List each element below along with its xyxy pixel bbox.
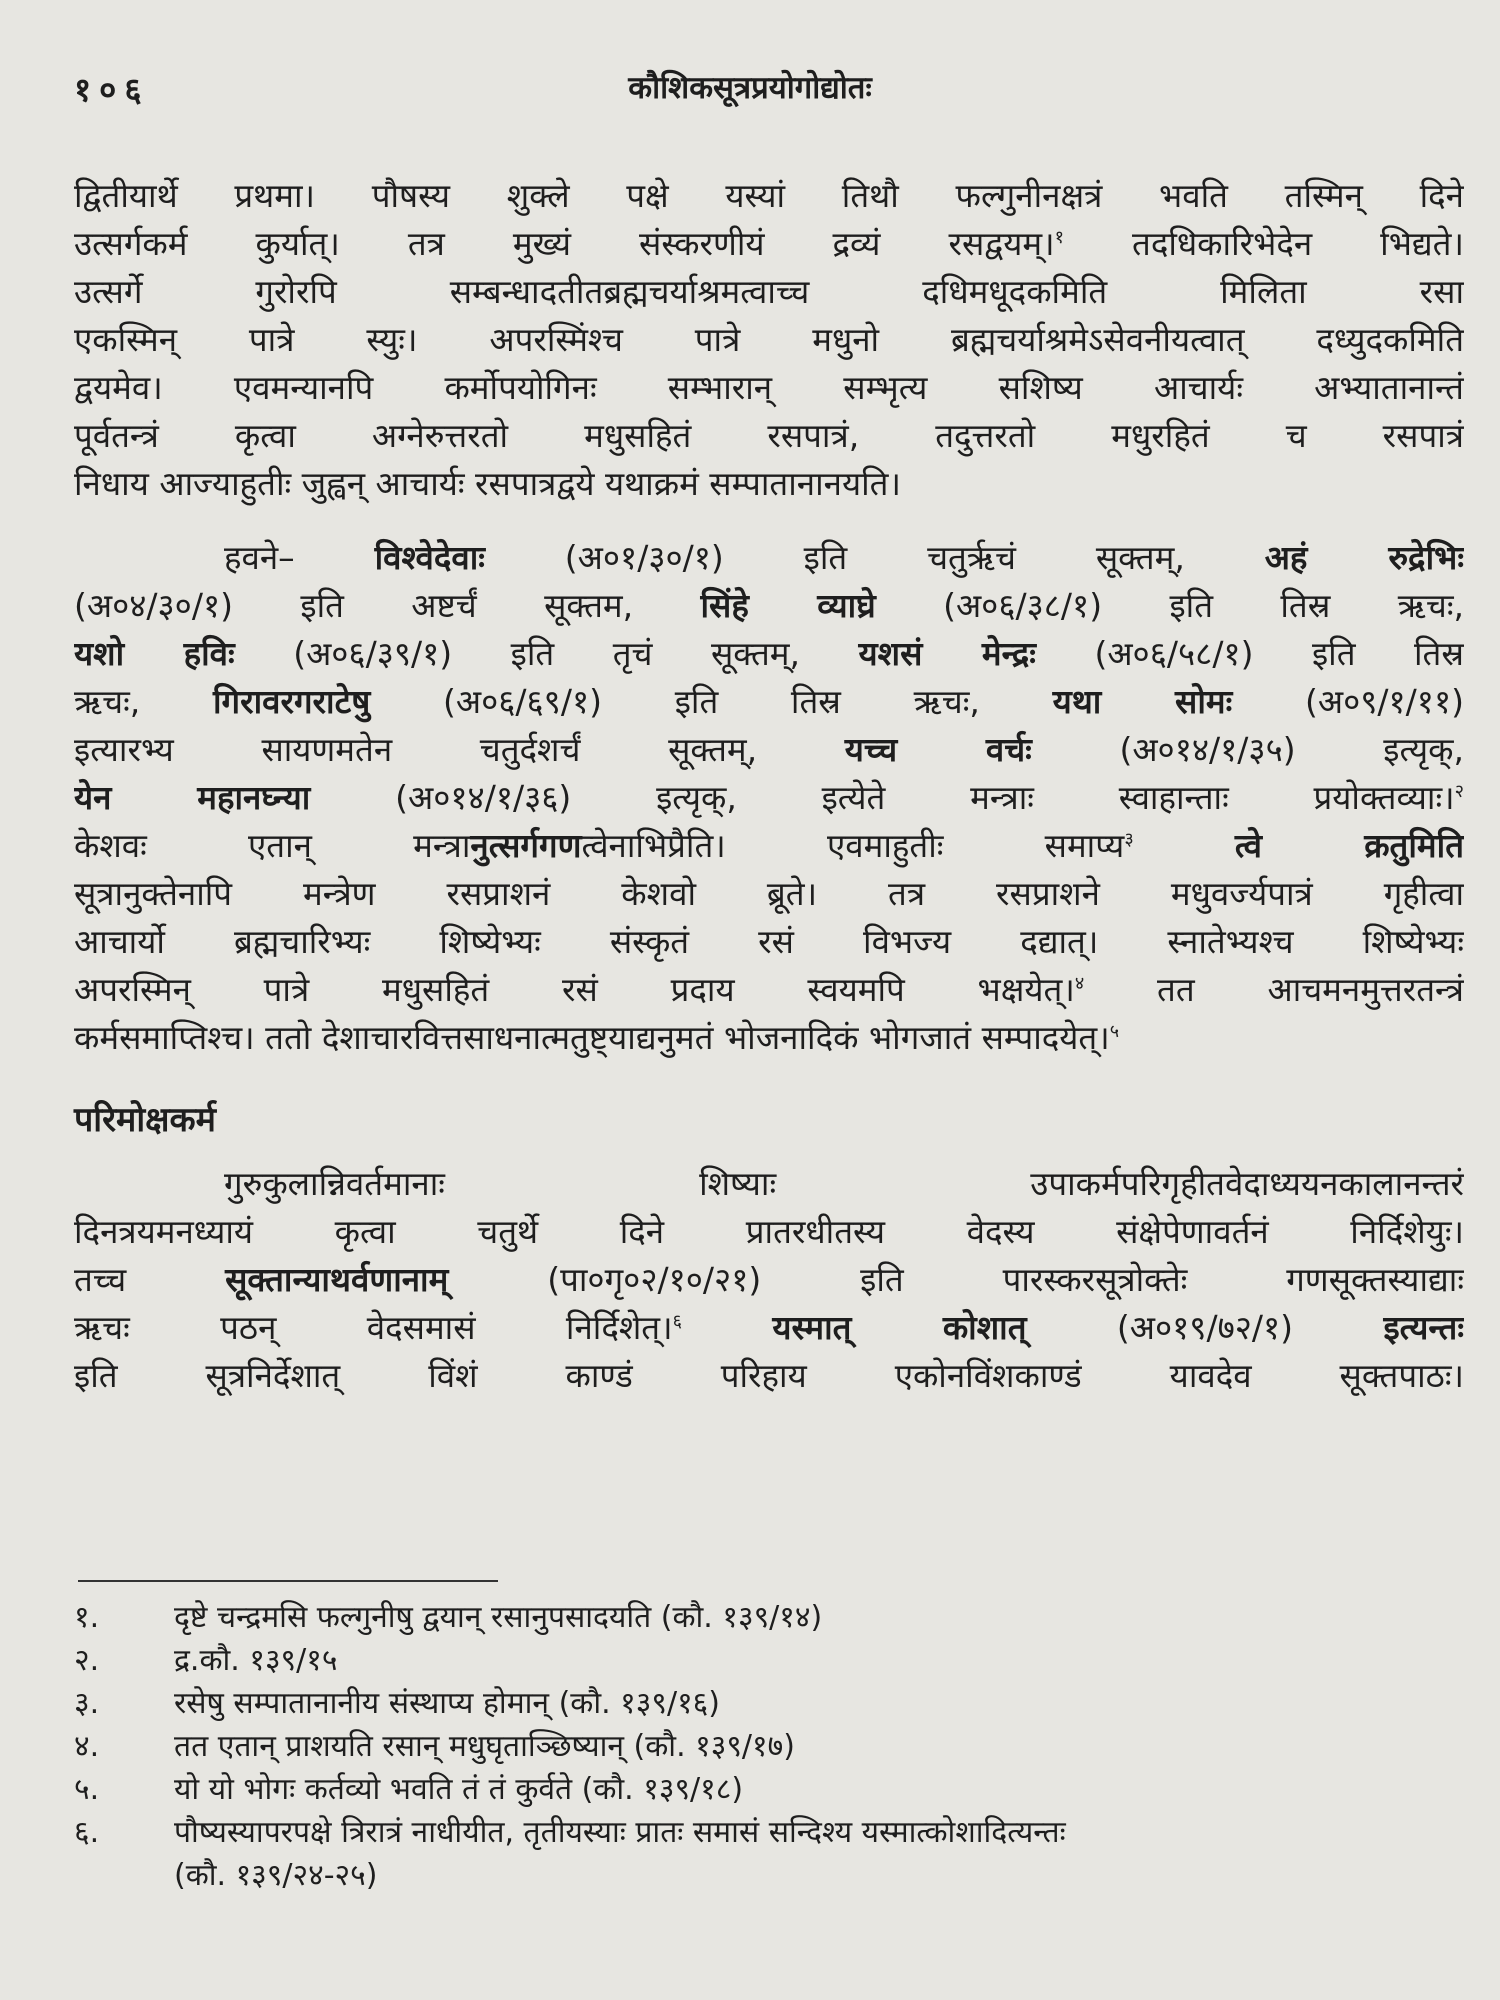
text-line: सूत्रानुक्तेनापि मन्त्रेण रसप्राशनं केशवो ब्रूते। तत्र रसप्राशने मधुवर्ज्यपात्रं गृहीत्वा [74,874,1464,913]
text-line [74,1304,1464,1352]
text-run: तदधिकारिभेदेन भिद्यते। [1064,224,1464,263]
footnote-text: द्र.कौ. १३९/१५ [174,1643,338,1678]
text-line: इति सूत्रनिर्देशात् विंशं काण्डं परिहाय एकोनविंशकाण्डं यावदेव सूक्तपाठः। [74,1356,1464,1395]
footnote-text: दृष्टे चन्द्रमसि फल्गुनीषु द्वयान् रसानुपसादयति (कौ. १३९/१४) [174,1600,823,1635]
mantra-name: यस्मात् कोशात् [772,1308,1027,1347]
paragraph-1 [74,172,1464,508]
text-line: एकस्मिन् पात्रे स्युः। अपरस्मिंश्च पात्रे मधुनो ब्रह्मचर्याश्रमेऽसेवनीयत्वात् दध्युदकमिति [74,320,1464,359]
mantra-name: इत्यन्तः [1383,1308,1464,1347]
text-run: (अ०६/३८/१) इति तिस्र ऋचः, [875,586,1464,625]
main-text [74,172,1464,1400]
text-line: गुरुकुलान्निवर्तमानाः शिष्याः उपाकर्मपरिगृहीतवेदाध्ययनकालानन्तरं [224,1164,1464,1203]
text-run: इत्यारभ्य सायणमतेन चतुर्दशर्चं सूक्तम्, [74,730,845,769]
text-run: कर्मसमाप्तिश्च। ततो देशाचारवित्तसाधनात्मतुष्ट्याद्यनुमतं भोजनादिकं भोगजातं सम्पादयेत्। [74,1018,1110,1057]
text-run: उत्सर्गकर्म कुर्यात्। तत्र मुख्यं संस्करणीयं द्रव्यं रसद्वयम्। [74,224,1055,263]
text-line [74,822,1464,870]
paragraph-2 [74,534,1464,1062]
footnote [74,1725,1464,1768]
text-run: केशवः एतान् मन्त्रा [74,826,471,865]
text-run: (अ०६/५८/१) इति तिस्र [1035,634,1464,673]
footnote-number: ३. [74,1686,100,1721]
mantra-name: सूक्तान्याथर्वणानाम् [225,1260,449,1299]
text-line: उत्सर्गे गुरोरपि सम्बन्धादतीतब्रह्मचर्याश्रमत्वाच्च दधिमधूदकमिति मिलिता रसा [74,272,1464,311]
footnote-text: यो यो भोगः कर्तव्यो भवति तं तं कुर्वते (कौ. १३९/१८) [174,1772,744,1807]
footnote-ref: ६ [672,1311,682,1332]
text-line [74,1256,1464,1304]
footnote-separator [78,1580,498,1582]
page-header [0,66,1500,116]
text-run: ऋचः, [74,682,213,721]
text-line: निधाय आज्याहुतीः जुह्वन् आचार्यः रसपात्रद्वये यथाक्रमं सम्पातानानयति। [74,464,901,503]
text-run: तत आचमनमुत्तरतन्त्रं [1084,970,1464,1009]
mantra-name: यथा सोमः [1052,682,1233,721]
text-run: (पा०गृ०२/१०/२१) इति पारस्करसूत्रोक्तेः गणसूक्तस्याद्याः [448,1260,1464,1299]
footnote-number: २. [74,1643,100,1678]
footnote [74,1596,1464,1639]
section-heading: परिमोक्षकर्म [74,1100,216,1140]
text-run: तच्च [74,1260,226,1299]
footnote [74,1768,1464,1811]
text-line [74,678,1464,726]
text-line [74,1014,1464,1062]
text-line: द्वितीयार्थे प्रथमा। पौषस्य शुक्ले पक्षे यस्यां तिथौ फल्गुनीनक्षत्रं भवति तस्मिन् दिने [74,176,1464,215]
footnote-ref: १ [1054,227,1065,248]
mantra-name: यशसं मेन्द्रः [858,634,1036,673]
text-line [74,534,1464,582]
footnote-ref: ४ [1074,973,1085,994]
text-run: (अ०४/३०/१) इति अष्टर्चं सूक्तम, [74,586,701,625]
footnote-number: ५. [74,1772,100,1807]
text-line [74,220,1464,268]
mantra-name: अहं रुद्रेभिः [1264,538,1464,577]
mantra-name: यशो हविः [74,634,235,673]
text-line: पूर्वतन्त्रं कृत्वा अग्नेरुत्तरतो मधुसहितं रसपात्रं, तदुत्तरतो मधुरहितं च रसपात्रं [74,416,1464,455]
footnote-text: तत एतान् प्राशयति रसान् मधुघृताञ्छिष्यान् (कौ. १३९/१७) [174,1729,795,1764]
footnotes [74,1596,1464,1897]
mantra-name: सिंहे व्याघ्रे [700,586,876,625]
mantra-name: त्वे क्रतुमिति [1234,826,1464,865]
text-run: अपरस्मिन् पात्रे मधुसहितं रसं प्रदाय स्वयमपि भक्षयेत्। [74,970,1075,1009]
text-line [74,630,1464,678]
text-line [74,582,1464,630]
footnote-ref: २ [1454,781,1464,802]
running-title: कौशिकसूत्रप्रयोगोद्योतः [628,70,872,106]
text-run: त्वेनाभिप्रैति। एवमाहुतीः समाप्य [581,826,1125,865]
footnote-ref: ३ [1124,829,1134,850]
mantra-name: विश्वेदेवाः [374,538,485,577]
mantra-name: यच्च वर्चः [844,730,1032,769]
footnote-text: रसेषु सम्पातानानीय संस्थाप्य होमान् (कौ. १३९/१६) [174,1686,720,1721]
text-line [74,726,1464,774]
footnote [74,1811,1464,1854]
text-line: आचार्यो ब्रह्मचारिभ्यः शिष्येभ्यः संस्कृतं रसं विभज्य दद्यात्। स्नातेभ्यश्च शिष्येभ्यः [74,922,1464,961]
page-number: १०६ [74,70,150,109]
text-run [1134,826,1235,865]
footnote [74,1682,1464,1725]
footnote-text: पौष्यस्यापरपक्षे त्रिरात्रं नाधीयीत, तृतीयस्याः प्रातः समासं सन्दिश्य यस्मात्कोशादित्यन्तः [174,1815,1066,1850]
text-run: (अ०६/३९/१) इति तृचं सूक्तम्, [234,634,859,673]
footnote-continuation: (कौ. १३९/२४-२५) [174,1858,378,1893]
mantra-name: येन महानघ्न्या [74,778,311,817]
text-run: ऋचः पठन् वेदसमासं निर्दिशेत्। [74,1308,673,1347]
text-run: (अ०१४/१/३६) इत्यृक्, इत्येते मन्त्राः स्वाहान्ताः प्रयोक्तव्याः। [310,778,1455,817]
text-run: (अ०१९/७२/१) [1026,1308,1384,1347]
footnote-number: १. [74,1600,100,1635]
footnote [74,1639,1464,1682]
footnote-number: ४. [74,1729,100,1764]
mantra-name: नुत्सर्गगण [470,826,582,865]
text-line [74,966,1464,1014]
text-line: दिनत्रयमनध्यायं कृत्वा चतुर्थे दिने प्रातरधीतस्य वेदस्य संक्षेपेणावर्तनं निर्दिशेयुः। [74,1212,1464,1251]
footnote-number: ६. [74,1815,100,1850]
text-run: हवने– [224,538,375,577]
text-run: (अ०६/६९/१) इति तिस्र ऋचः, [370,682,1053,721]
text-line [74,774,1464,822]
text-run: (अ०१४/१/३५) इत्यृक्, [1031,730,1464,769]
text-run: (अ०१/३०/१) इति चतुर्ऋचं सूक्तम्, [484,538,1265,577]
mantra-name: गिरावरगराटेषु [212,682,371,721]
paragraph-3 [74,1160,1464,1400]
footnote-ref: ५ [1109,1021,1120,1042]
text-line: द्वयमेव। एवमन्यानपि कर्मोपयोगिनः सम्भारान् सम्भृत्य सशिष्य आचार्यः अभ्यातानान्तं [74,368,1464,407]
text-run [682,1308,772,1347]
text-run: (अ०९/१/११) [1232,682,1464,721]
